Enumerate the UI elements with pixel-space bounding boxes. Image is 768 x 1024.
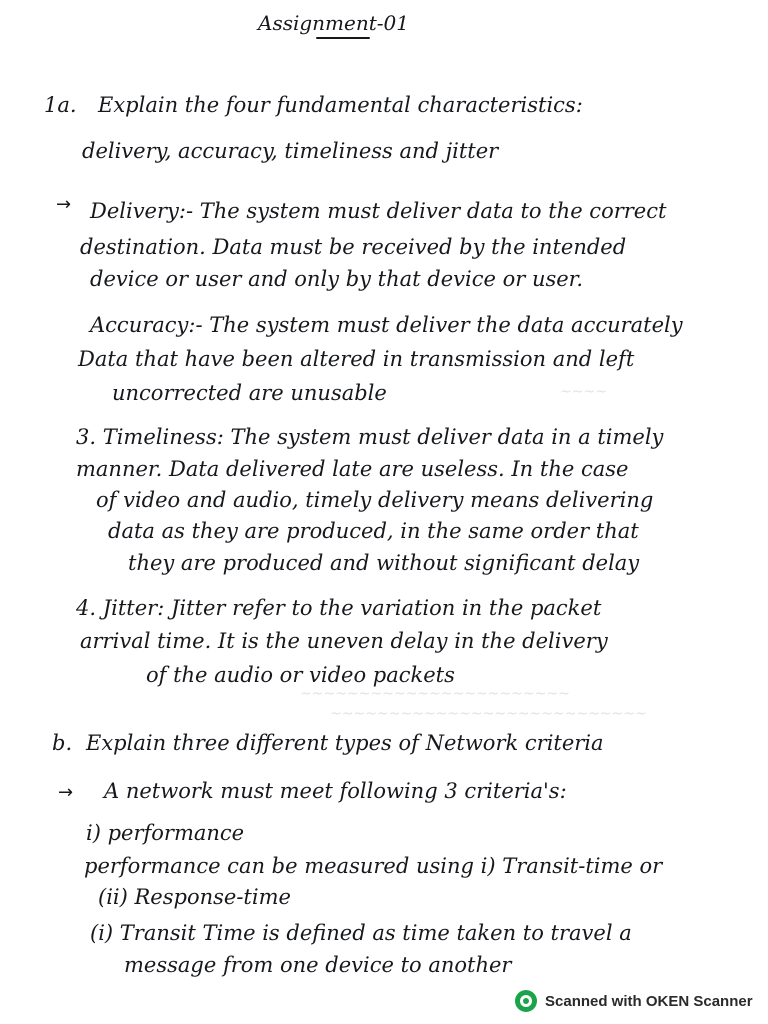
transit-time-line-2: message from one device to another bbox=[124, 953, 512, 977]
timeliness-line-4: data as they are produced, in the same order that bbox=[108, 519, 639, 543]
delivery-line-1: Delivery:- The system must deliver data to the correct bbox=[90, 199, 667, 223]
performance-line-2: (ii) Response-time bbox=[98, 885, 291, 909]
question-1a-line-1: Explain the four fundamental characteristics: bbox=[98, 93, 583, 117]
title-underline bbox=[316, 37, 370, 39]
answer-arrow-2: → bbox=[58, 782, 74, 803]
question-1b-line-1: Explain three different types of Network criteria bbox=[86, 731, 604, 755]
accuracy-line-2: Data that have been altered in transmission and left bbox=[78, 347, 635, 371]
question-1b-label: b. bbox=[52, 731, 73, 755]
criteria-intro: A network must meet following 3 criteria's: bbox=[104, 779, 567, 803]
question-1a-line-2: delivery, accuracy, timeliness and jitter bbox=[82, 139, 499, 163]
question-1a-label: 1a. bbox=[44, 93, 77, 117]
jitter-line-2: arrival time. It is the uneven delay in the delivery bbox=[80, 629, 608, 653]
accuracy-line-1: Accuracy:- The system must deliver the data accurately bbox=[90, 313, 683, 337]
answer-arrow-1: → bbox=[56, 194, 72, 215]
delivery-line-3: device or user and only by that device or user. bbox=[90, 267, 584, 291]
timeliness-line-2: manner. Data delivered late are useless. In the case bbox=[76, 457, 629, 481]
bleed-through-mark: ~~~~~~~~~~~~~~~~~~~~~~~~~~~ bbox=[330, 706, 647, 722]
performance-line-1: performance can be measured using i) Transit-time or bbox=[84, 854, 663, 878]
delivery-line-2: destination. Data must be received by the intended bbox=[80, 235, 627, 259]
page-title: Assignment-01 bbox=[258, 11, 409, 35]
jitter-line-3: of the audio or video packets bbox=[146, 663, 455, 687]
transit-time-line-1: (i) Transit Time is defined as time taken to travel a bbox=[90, 921, 632, 945]
criteria-item-performance: i) performance bbox=[86, 821, 245, 845]
scanner-watermark-text: Scanned with OKEN Scanner bbox=[545, 992, 753, 1010]
scanner-watermark bbox=[515, 990, 753, 1012]
timeliness-line-3: of video and audio, timely delivery means delivering bbox=[96, 488, 654, 512]
jitter-line-1: 4. Jitter: Jitter refer to the variation in the packet bbox=[76, 596, 602, 620]
bleed-through-mark: ~~~~~~~~~~~~~~~~~~~~~~~ bbox=[300, 686, 570, 702]
scanner-logo-icon bbox=[515, 990, 537, 1012]
bleed-through-mark: ~~~~ bbox=[560, 384, 607, 400]
accuracy-line-3: uncorrected are unusable bbox=[112, 381, 387, 405]
timeliness-line-5: they are produced and without significant delay bbox=[128, 551, 640, 575]
timeliness-line-1: 3. Timeliness: The system must deliver data in a timely bbox=[76, 425, 664, 449]
